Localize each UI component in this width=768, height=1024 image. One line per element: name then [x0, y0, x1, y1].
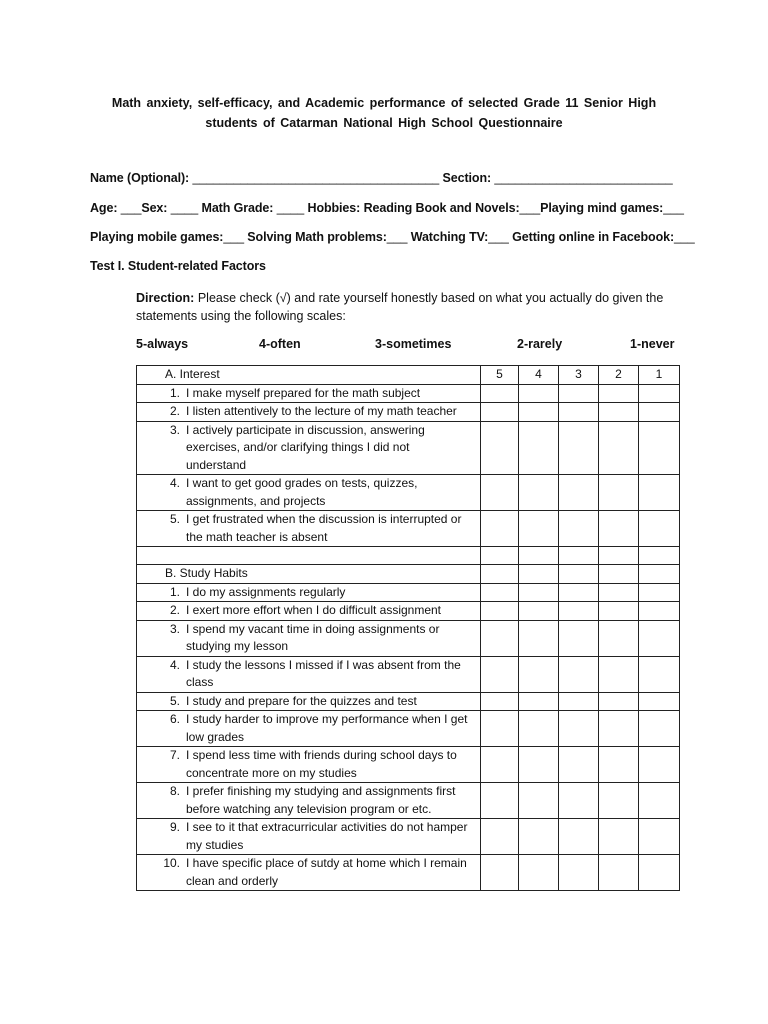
- rating-table: [136, 365, 680, 891]
- table-row: [137, 819, 680, 855]
- hobbies-line-2: [90, 230, 695, 244]
- rating-cell-1[interactable]: [639, 711, 680, 747]
- statement-number: 4.: [169, 476, 180, 490]
- title-line-1: Math anxiety, self-efficacy, and Academic performance of selected Grade 11 Senior High: [111, 96, 657, 110]
- rating-cell-4[interactable]: [519, 511, 559, 547]
- statement-text: I spend less time with friends during school days to concentrate more on my studies: [186, 748, 457, 780]
- statement-text: I study the lessons I missed if I was absent from the class: [186, 657, 461, 689]
- direction-paragraph: [136, 289, 676, 325]
- statement-cell: [137, 747, 481, 783]
- rating-cell-1[interactable]: [639, 583, 680, 602]
- statement-cell: [137, 403, 481, 422]
- statement-cell: [137, 583, 481, 602]
- spacer-cell: [519, 547, 559, 565]
- statement-text: I get frustrated when the discussion is interrupted or the math teacher is absent: [186, 512, 462, 544]
- sex-label: Sex:: [141, 201, 168, 215]
- spacer-cell: [481, 547, 519, 565]
- rating-cell-3[interactable]: [559, 475, 599, 511]
- rating-cell-2[interactable]: [599, 747, 639, 783]
- statement-cell: [137, 692, 481, 711]
- rating-cell-5[interactable]: [481, 403, 519, 422]
- scale-always: 5-always: [136, 337, 189, 351]
- rating-cell-4[interactable]: [519, 855, 559, 891]
- spacer-row: [137, 547, 680, 565]
- rating-cell-3[interactable]: [559, 692, 599, 711]
- spacer-cell: [639, 547, 680, 565]
- rating-cell-3[interactable]: [559, 403, 599, 422]
- rating-cell-1[interactable]: [639, 656, 680, 692]
- statement-number: 1.: [169, 584, 180, 599]
- section-b-title: B. Study Habits: [137, 565, 481, 584]
- statement-text: I want to get good grades on tests, quizzes, assignments, and projects: [186, 476, 418, 508]
- rating-cell-4[interactable]: [519, 656, 559, 692]
- rating-cell-1[interactable]: [639, 620, 680, 656]
- name-field[interactable]: ____________________________________: [192, 171, 440, 185]
- rating-cell-5[interactable]: [481, 620, 519, 656]
- rating-cell-2[interactable]: [599, 602, 639, 621]
- statement-cell: [137, 475, 481, 511]
- rating-cell-5[interactable]: [481, 855, 519, 891]
- statement-cell: [137, 819, 481, 855]
- rating-cell-5[interactable]: [481, 747, 519, 783]
- scale-sometimes: 3-sometimes: [375, 337, 452, 351]
- sex-field[interactable]: ____: [170, 201, 199, 215]
- statement-text: I listen attentively to the lecture of my math teacher: [186, 404, 457, 418]
- rating-cell-3[interactable]: [559, 747, 599, 783]
- scale-never: 1-never: [630, 337, 675, 351]
- statement-text: I make myself prepared for the math subject: [186, 385, 421, 400]
- statement-text: I prefer finishing my studying and assignments first before watching any television program or etc.: [186, 784, 456, 816]
- table-row: [137, 511, 680, 547]
- statement-cell: [137, 656, 481, 692]
- statement-number: 3.: [169, 621, 180, 636]
- rating-cell-4[interactable]: [519, 711, 559, 747]
- rating-cell-1[interactable]: [639, 511, 680, 547]
- section-a-title: A. Interest: [137, 366, 481, 385]
- rating-cell-4[interactable]: [519, 602, 559, 621]
- statement-text: I do my assignments regularly: [186, 584, 346, 599]
- table-row: [137, 656, 680, 692]
- rating-cell-3[interactable]: [559, 783, 599, 819]
- rating-cell-2[interactable]: [599, 819, 639, 855]
- rating-cell-2[interactable]: [599, 855, 639, 891]
- rating-cell-2[interactable]: [599, 620, 639, 656]
- rating-cell-4[interactable]: [519, 819, 559, 855]
- section-label: Section:: [442, 171, 492, 185]
- rating-cell-2[interactable]: [599, 511, 639, 547]
- rating-header-2: 2: [599, 366, 639, 385]
- table-row: [137, 620, 680, 656]
- rating-cell-5[interactable]: [481, 511, 519, 547]
- section-field[interactable]: __________________________: [494, 171, 673, 185]
- rating-cell-4[interactable]: [519, 620, 559, 656]
- reading-field[interactable]: ___: [519, 201, 541, 215]
- section-b-header-cell: [481, 565, 519, 584]
- rating-cell-1[interactable]: [639, 421, 680, 475]
- facebook-label: Getting online in Facebook:: [512, 230, 675, 244]
- rating-cell-3[interactable]: [559, 620, 599, 656]
- rating-header-5: 5: [481, 366, 519, 385]
- statement-number: 5.: [169, 693, 180, 708]
- rating-cell-3[interactable]: [559, 602, 599, 621]
- statement-cell: [137, 855, 481, 891]
- rating-cell-3[interactable]: [559, 384, 599, 403]
- age-field[interactable]: ___: [120, 201, 142, 215]
- statement-number: 9.: [169, 820, 180, 834]
- rating-cell-1[interactable]: [639, 747, 680, 783]
- rating-cell-2[interactable]: [599, 656, 639, 692]
- rating-cell-4[interactable]: [519, 692, 559, 711]
- rating-header-4: 4: [519, 366, 559, 385]
- title-line-2: students of Catarman National High School Questionnaire: [205, 116, 563, 130]
- statement-cell: [137, 783, 481, 819]
- rating-cell-1[interactable]: [639, 692, 680, 711]
- section-b-row: [137, 565, 680, 584]
- spacer-cell: [137, 547, 481, 565]
- statement-text: I study and prepare for the quizzes and test: [186, 693, 417, 708]
- rating-cell-3[interactable]: [559, 656, 599, 692]
- rating-cell-4[interactable]: [519, 384, 559, 403]
- rating-cell-3[interactable]: [559, 855, 599, 891]
- statement-cell: [137, 421, 481, 475]
- table-row: [137, 403, 680, 422]
- mind-games-field[interactable]: ___: [663, 201, 684, 215]
- rating-cell-5[interactable]: [481, 421, 519, 475]
- rating-cell-3[interactable]: [559, 711, 599, 747]
- rating-cell-1[interactable]: [639, 855, 680, 891]
- hobbies-label: Hobbies:: [307, 201, 361, 215]
- statement-text: I spend my vacant time in doing assignments or studying my lesson: [186, 621, 440, 653]
- age-hobbies-line: [90, 201, 684, 215]
- direction-label: Direction:: [136, 291, 195, 305]
- section-b-header-cell: [559, 565, 599, 584]
- mobile-games-label: Playing mobile games:: [90, 230, 224, 244]
- table-row: [137, 475, 680, 511]
- rating-cell-5[interactable]: [481, 384, 519, 403]
- test-heading: Test I. Student-related Factors: [90, 259, 266, 273]
- rating-cell-1[interactable]: [639, 403, 680, 422]
- math-grade-field[interactable]: ____: [276, 201, 305, 215]
- statement-text: I exert more effort when I do difficult assignment: [186, 603, 442, 617]
- statement-text: I have specific place of sutdy at home which I remain clean and orderly: [186, 856, 467, 888]
- table-row: [137, 783, 680, 819]
- table-row: [137, 421, 680, 475]
- statement-text: I see to it that extracurricular activities do not hamper my studies: [186, 820, 468, 852]
- watching-tv-field[interactable]: ___: [488, 230, 509, 244]
- rating-cell-4[interactable]: [519, 583, 559, 602]
- statement-number: 4.: [169, 657, 180, 672]
- statement-number: 2.: [169, 404, 180, 418]
- statement-number: 1.: [169, 385, 180, 400]
- rating-cell-2[interactable]: [599, 475, 639, 511]
- reading-label: Reading Book and Novels:: [363, 201, 520, 215]
- age-label: Age:: [90, 201, 118, 215]
- rating-header-1: 1: [639, 366, 680, 385]
- rating-cell-5[interactable]: [481, 819, 519, 855]
- rating-cell-5[interactable]: [481, 692, 519, 711]
- table-header-row: [137, 366, 680, 385]
- solving-math-field[interactable]: ___: [386, 230, 408, 244]
- rating-cell-1[interactable]: [639, 475, 680, 511]
- rating-cell-3[interactable]: [559, 421, 599, 475]
- rating-cell-4[interactable]: [519, 421, 559, 475]
- rating-cell-5[interactable]: [481, 583, 519, 602]
- facebook-field[interactable]: ___: [674, 230, 695, 244]
- rating-cell-2[interactable]: [599, 783, 639, 819]
- statement-number: 10.: [163, 856, 180, 870]
- statement-number: 6.: [169, 712, 180, 726]
- rating-cell-2[interactable]: [599, 421, 639, 475]
- rating-cell-2[interactable]: [599, 403, 639, 422]
- table-row: [137, 747, 680, 783]
- scale-rarely: 2-rarely: [517, 337, 563, 351]
- table-row: [137, 583, 680, 602]
- statement-number: 7.: [169, 748, 180, 762]
- rating-cell-4[interactable]: [519, 403, 559, 422]
- rating-cell-3[interactable]: [559, 819, 599, 855]
- rating-cell-2[interactable]: [599, 711, 639, 747]
- spacer-cell: [599, 547, 639, 565]
- statement-cell: [137, 620, 481, 656]
- scale-often: 4-often: [259, 337, 301, 351]
- section-b-header-cell: [519, 565, 559, 584]
- rating-cell-2[interactable]: [599, 692, 639, 711]
- mobile-games-field[interactable]: ___: [223, 230, 244, 244]
- rating-cell-4[interactable]: [519, 475, 559, 511]
- rating-cell-2[interactable]: [599, 583, 639, 602]
- rating-cell-4[interactable]: [519, 747, 559, 783]
- statement-text: I actively participate in discussion, answering exercises, and/or clarifying things I did not understand: [186, 422, 425, 472]
- statement-number: 5.: [169, 512, 180, 526]
- statement-number: 3.: [169, 422, 180, 437]
- statement-cell: [137, 511, 481, 547]
- name-section-line: [90, 171, 673, 185]
- statement-number: 8.: [169, 784, 180, 798]
- rating-cell-5[interactable]: [481, 783, 519, 819]
- name-label: Name (Optional):: [90, 171, 190, 185]
- direction-text: Please check (√) and rate yourself honestly based on what you actually do given the statements using the following scales:: [136, 291, 664, 323]
- rating-cell-3[interactable]: [559, 583, 599, 602]
- statement-text: I study harder to improve my performance when I get low grades: [186, 712, 468, 744]
- math-grade-label: Math Grade:: [201, 201, 274, 215]
- rating-cell-1[interactable]: [639, 384, 680, 403]
- rating-cell-2[interactable]: [599, 384, 639, 403]
- statement-number: 2.: [169, 603, 180, 617]
- section-b-header-cell: [639, 565, 680, 584]
- rating-cell-5[interactable]: [481, 475, 519, 511]
- watching-tv-label: Watching TV:: [410, 230, 489, 244]
- table-row: [137, 855, 680, 891]
- section-b-header-cell: [599, 565, 639, 584]
- rating-cell-5[interactable]: [481, 656, 519, 692]
- solving-math-label: Solving Math problems:: [247, 230, 387, 244]
- rating-cell-3[interactable]: [559, 511, 599, 547]
- document-title: [96, 93, 672, 133]
- statement-cell: [137, 711, 481, 747]
- rating-cell-1[interactable]: [639, 783, 680, 819]
- rating-cell-4[interactable]: [519, 783, 559, 819]
- rating-cell-5[interactable]: [481, 711, 519, 747]
- mind-games-label: Playing mind games:: [540, 201, 664, 215]
- statement-cell: [137, 602, 481, 621]
- rating-header-3: 3: [559, 366, 599, 385]
- rating-cell-1[interactable]: [639, 602, 680, 621]
- statement-cell: [137, 384, 481, 403]
- rating-cell-1[interactable]: [639, 819, 680, 855]
- spacer-cell: [559, 547, 599, 565]
- table-row: [137, 692, 680, 711]
- table-row: [137, 602, 680, 621]
- table-row: [137, 711, 680, 747]
- table-row: [137, 384, 680, 403]
- rating-cell-5[interactable]: [481, 602, 519, 621]
